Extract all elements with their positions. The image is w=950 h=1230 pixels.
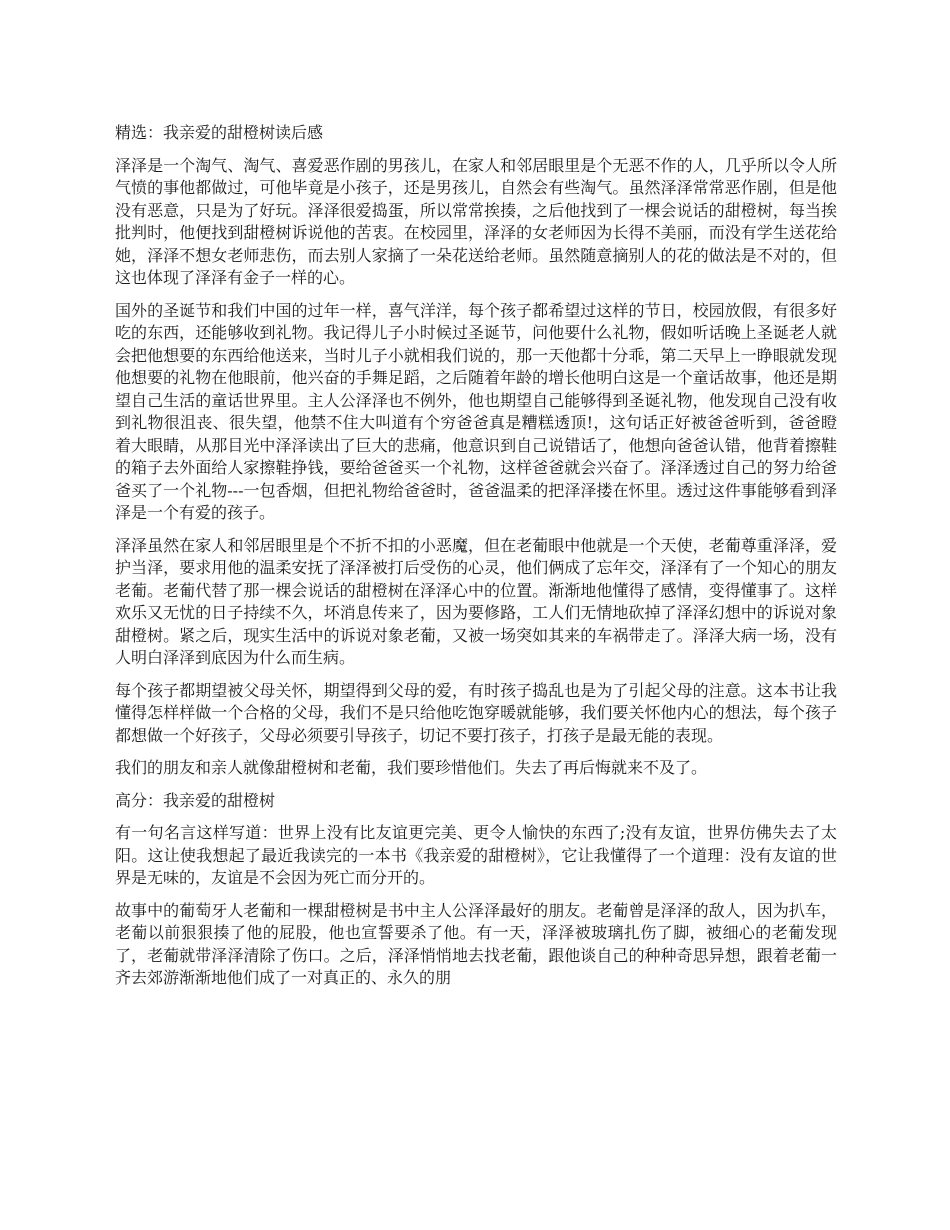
section-title-featured: 精选：我亲爱的甜橙树读后感 bbox=[115, 123, 324, 142]
paragraph-2: 国外的圣诞节和我们中国的过年一样，喜气洋洋，每个孩子都希望过这样的节日，校园放假，有很多好吃的东西，还能够收到礼物。我记得儿子小时候过圣诞节，问他要什么礼物，假如听话晚上圣诞老人就会把他想要的东西给他送来，当时儿子小就相我们说的，那一天他都十分乖，第二天早上一睁眼就发现他想要的礼物在他眼前，他兴奋的手舞足蹈，之后随着年龄的增长他明白这是一个童话故事，他还是期望自己生活的童话世界里。主人公泽泽也不例外，他也期望自己能够得到圣诞礼物，他发现自己没有收到礼物很沮丧、很失望，他禁不住大叫道有个穷爸爸真是糟糕透顶!，这句话正好被爸爸听到，爸爸瞪着大眼睛，从那目光中泽泽读出了巨大的悲痛，他意识到自己说错话了，他想向爸爸认错，他背着擦鞋的箱子去外面给人家擦鞋挣钱，要给爸爸买一个礼物，这样爸爸就会兴奋了。泽泽透过自己的努力给爸爸买了一个礼物---一包香烟，但把礼物给爸爸时，爸爸温柔的把泽泽搂在怀里。透过这件事能够看到泽泽是一个有爱的孩子。 bbox=[115, 300, 837, 522]
paragraph-7: 故事中的葡萄牙人老葡和一棵甜橙树是书中主人公泽泽最好的朋友。老葡曾是泽泽的敌人，因为扒车，老葡以前狠狠揍了他的屁股，他也宣誓要杀了他。有一天，泽泽被玻璃扎伤了脚，被细心的老葡发现了，老葡就带泽泽清除了伤口。之后，泽泽悄悄地去找老葡，跟他谈自己的种种奇思异想，跟着老葡一齐去郊游渐渐地他们成了一对真正的、永久的朋 bbox=[115, 900, 837, 987]
paragraph-5: 我们的朋友和亲人就像甜橙树和老葡，我们要珍惜他们。失去了再后悔就来不及了。 bbox=[115, 758, 708, 777]
paragraph-3: 泽泽虽然在家人和邻居眼里是个不折不扣的小恶魔，但在老葡眼中他就是一个天使，老葡尊重泽泽，爱护当泽，要求用他的温柔安抚了泽泽被打后受伤的心灵，他们俩成了忘年交，泽泽有了一个知心的朋友老葡。老葡代替了那一棵会说话的甜橙树在泽泽心中的位置。渐渐地他懂得了感情，变得懂事了。这样欢乐又无忧的日子持续不久，坏消息传来了，因为要修路，工人们无情地砍掉了泽泽幻想中的诉说对象甜橙树。紧之后，现实生活中的诉说对象老葡，又被一场突如其来的车祸带走了。泽泽大病一场，没有人明白泽泽到底因为什么而生病。 bbox=[115, 535, 837, 667]
paragraph-1: 泽泽是一个淘气、淘气、喜爱恶作剧的男孩儿，在家人和邻居眼里是个无恶不作的人，几乎所以令人所气愤的事他都做过，可他毕竟是小孩子，还是男孩儿，自然会有些淘气。虽然泽泽常常恶作剧，但是他没有恶意，只是为了好玩。泽泽很爱捣蛋，所以常常挨揍，之后他找到了一棵会说话的甜橙树，每当挨批判时，他便找到甜橙树诉说他的苦衷。在校园里，泽泽的女老师因为长得不美丽，而没有学生送花给她，泽泽不想女老师悲伤，而去别人家摘了一朵花送给老师。虽然随意摘别人的花的做法是不对的，但这也体现了泽泽有金子一样的心。 bbox=[115, 155, 837, 287]
paragraph-4: 每个孩子都期望被父母关怀，期望得到父母的爱，有时孩子捣乱也是为了引起父母的注意。这本书让我懂得怎样样做一个合格的父母，我们不是只给他吃饱穿暖就能够，我们要关怀他内心的想法，每个孩子都想做一个好孩子，父母必须要引导孩子，切记不要打孩子，打孩子是最无能的表现。 bbox=[115, 680, 837, 745]
section-title-high-score: 高分：我亲爱的甜橙树 bbox=[115, 790, 276, 810]
document-page bbox=[115, 122, 837, 1000]
paragraph-6: 有一句名言这样写道：世界上没有比友谊更完美、更令人愉快的东西了;没有友谊，世界仿佛失去了太阳。这让使我想起了最近我读完的一本书《我亲爱的甜橙树》，它让我懂得了一个道理：没有友谊的世界是无味的，友谊是不会因为死亡而分开的。 bbox=[115, 823, 837, 887]
